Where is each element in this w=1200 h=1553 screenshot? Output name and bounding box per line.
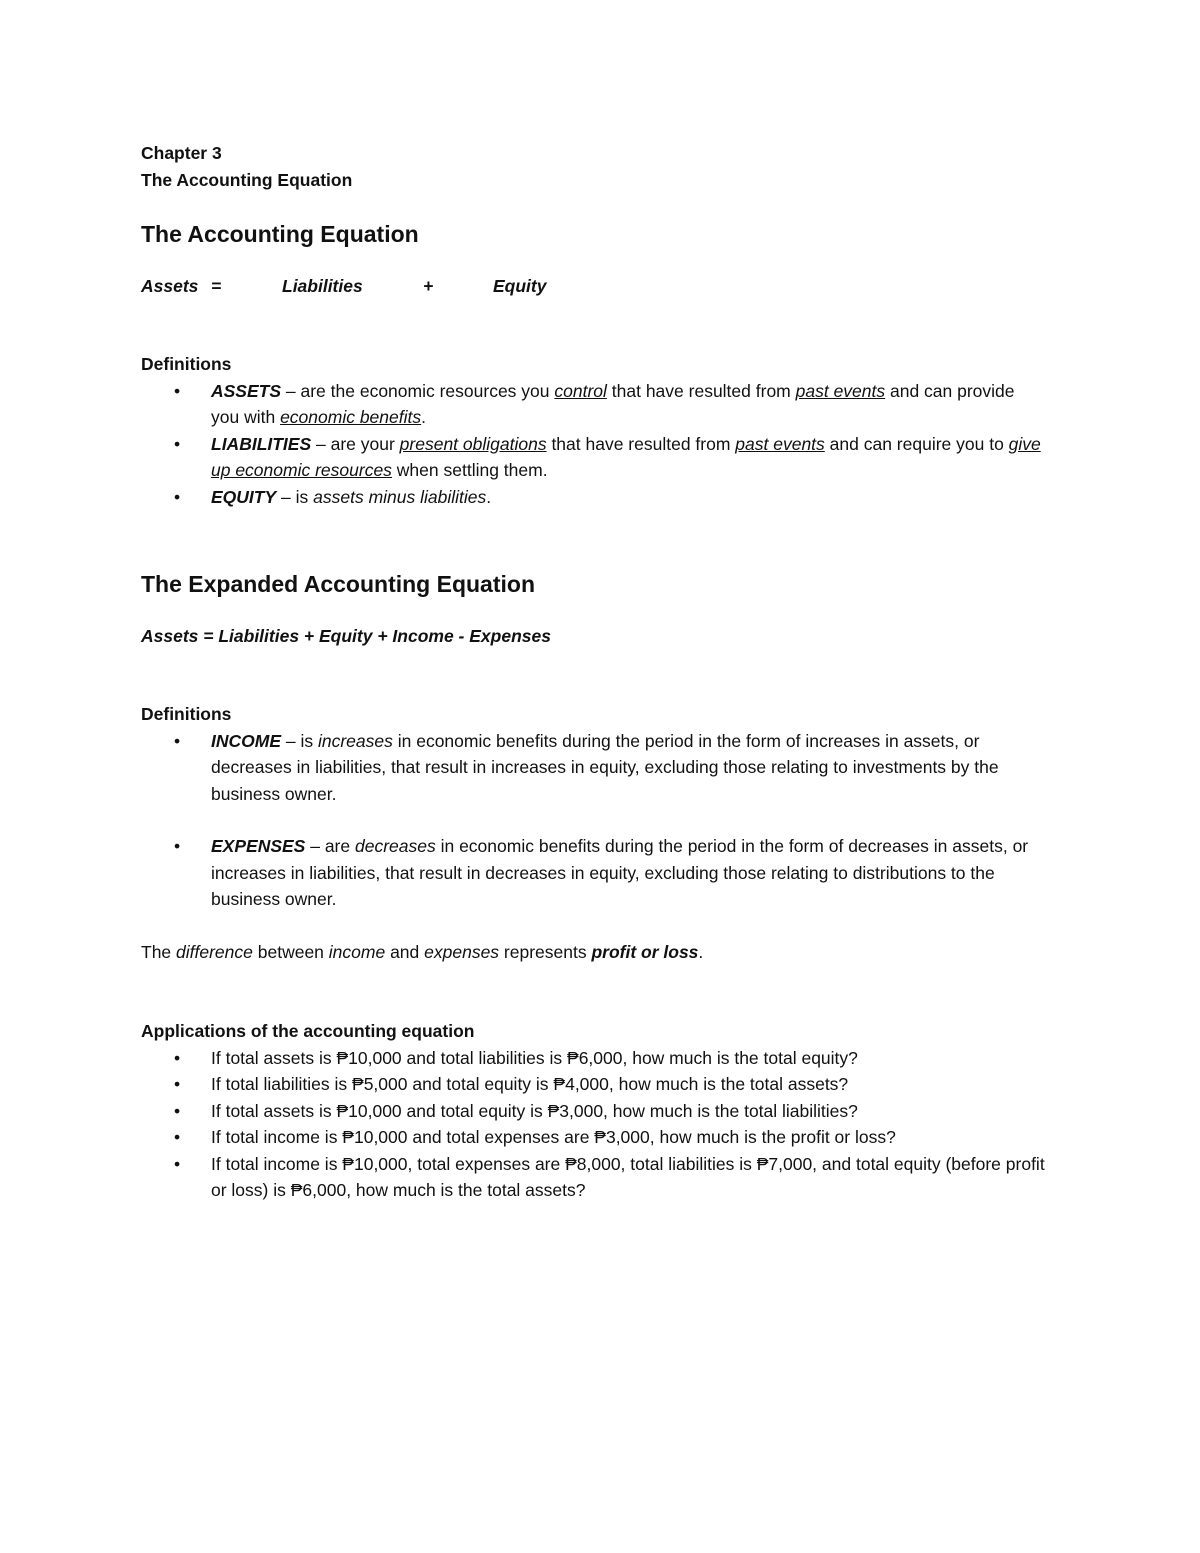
- list-item-expenses: • EXPENSES – are decreases in economic benefits during the period in the form of decreases in assets, or increases in liabilities, that result in decreases in equity, excluding those relating to distributions to the business owner.: [141, 833, 1046, 913]
- equation-liabilities: Liabilities: [282, 276, 363, 296]
- equation-assets: Assets: [141, 276, 199, 296]
- section-heading-accounting-equation: The Accounting Equation: [141, 221, 419, 247]
- bullet-icon: •: [174, 486, 181, 507]
- list-item-income: • INCOME – is increases in economic benefits during the period in the form of increases in assets, or decreases in liabilities, that result in increases in equity, excluding those relating to investments by the business owner.: [141, 728, 1046, 808]
- definitions-heading: Definitions: [141, 354, 232, 374]
- bullet-icon: •: [174, 730, 181, 751]
- definitions-list: [141, 378, 1061, 511]
- bullet-icon: •: [174, 380, 181, 401]
- bullet-icon: •: [174, 836, 181, 856]
- bullet-icon: •: [174, 1100, 181, 1121]
- document-page: [141, 140, 1061, 1204]
- applications-heading: Applications of the accounting equation: [141, 1021, 475, 1041]
- definitions-heading-2: Definitions: [141, 704, 232, 724]
- list-item: • If total assets is ₱10,000 and total equity is ₱3,000, how much is the total liabilities?: [141, 1098, 1046, 1125]
- list-item-equity: • EQUITY – is assets minus liabilities.: [141, 484, 1046, 511]
- bullet-icon: •: [174, 1153, 181, 1174]
- list-item: • If total income is ₱10,000 and total expenses are ₱3,000, how much is the profit or loss?: [141, 1124, 1046, 1151]
- equation-plus: +: [423, 276, 434, 296]
- list-item: • If total assets is ₱10,000 and total liabilities is ₱6,000, how much is the total equity?: [141, 1045, 1046, 1072]
- bullet-icon: •: [174, 1127, 181, 1147]
- chapter-subtitle: The Accounting Equation: [141, 169, 353, 190]
- expanded-equation: Assets = Liabilities + Equity + Income - Expenses: [141, 626, 551, 646]
- definitions-list-2: [141, 728, 1061, 913]
- list-item-assets: • ASSETS – are the economic resources you control that have resulted from past events and can provide you with economic benefits.: [141, 378, 1046, 431]
- section-heading-expanded-equation: The Expanded Accounting Equation: [141, 571, 535, 597]
- chapter-label: Chapter 3: [141, 143, 222, 163]
- accounting-equation: [141, 273, 1061, 299]
- bullet-icon: •: [174, 433, 181, 454]
- equation-equals: =: [211, 276, 222, 296]
- profit-or-loss-statement: The difference between income and expenses represents profit or loss.: [141, 941, 704, 962]
- list-item: • If total income is ₱10,000, total expenses are ₱8,000, total liabilities is ₱7,000, and total equity (before profit or loss) is ₱6,000, how much is the total assets?: [141, 1151, 1046, 1204]
- bullet-icon: •: [174, 1074, 181, 1094]
- equation-equity: Equity: [493, 276, 547, 296]
- list-item-liabilities: • LIABILITIES – are your present obligations that have resulted from past events and can require you to give up economic resources when settling them.: [141, 431, 1046, 484]
- bullet-icon: •: [174, 1047, 181, 1068]
- list-item: • If total liabilities is ₱5,000 and total equity is ₱4,000, how much is the total assets?: [141, 1071, 1046, 1098]
- applications-list: [141, 1045, 1061, 1204]
